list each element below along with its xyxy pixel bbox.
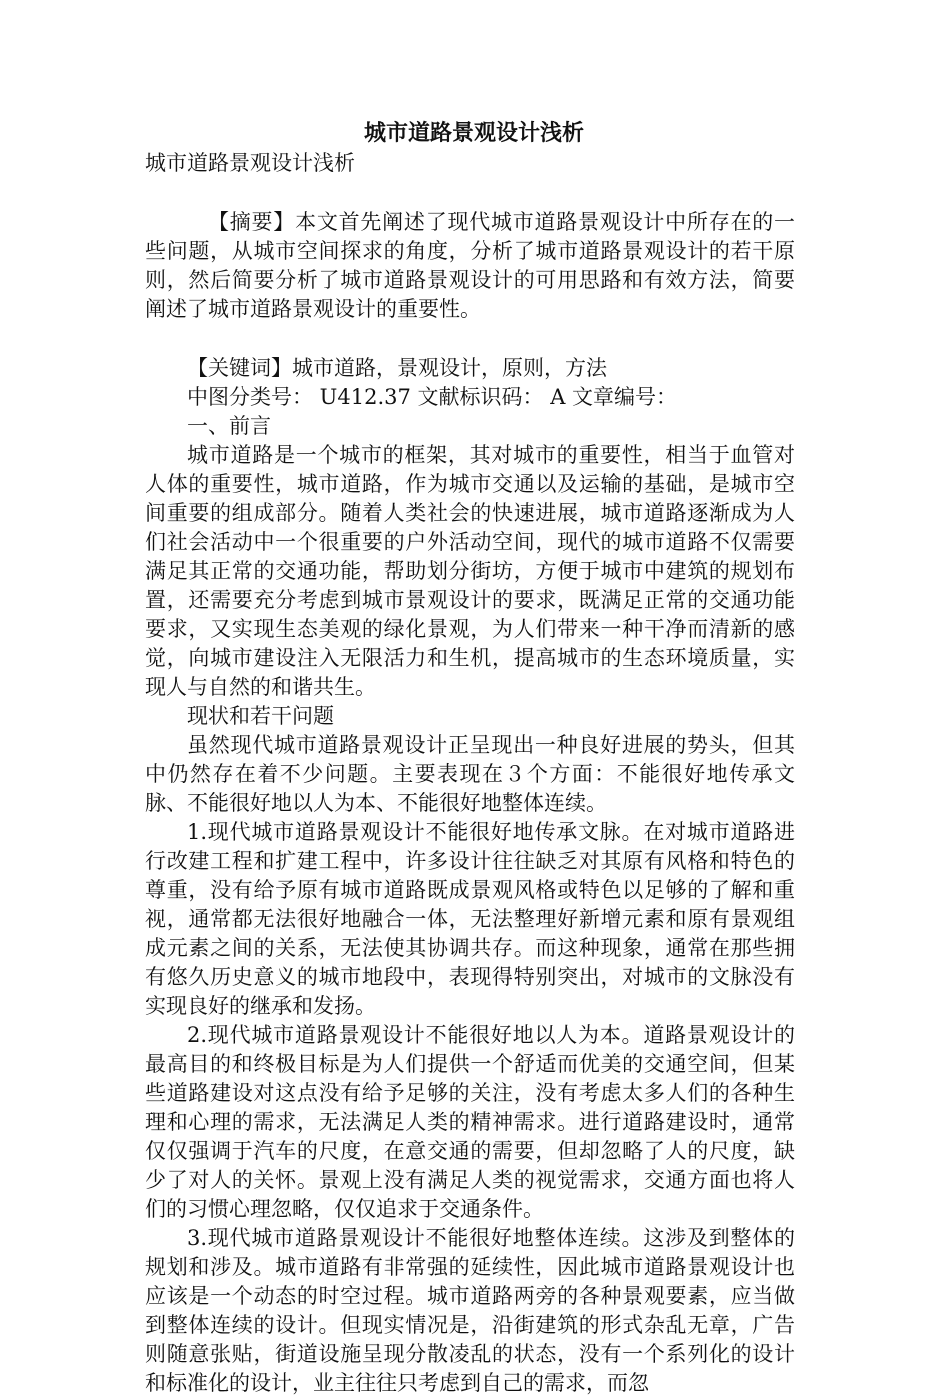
- classification-line: 中图分类号： U412.37 文献标识码： A 文章编号：: [187, 385, 678, 409]
- section-heading-status: 现状和若干问题: [187, 704, 334, 728]
- body-paragraph-status: 虽然现代城市道路景观设计正呈现出一种良好进展的势头，但其中仍然存在着不少问题。主要表现在３个方面：不能很好地传承文脉、不能很好地以人为本、不能很好地整体连续。: [145, 733, 795, 815]
- document-page: [145, 118, 795, 1398]
- document-subtitle: 城市道路景观设计浅析: [145, 151, 355, 175]
- section-heading-intro: 一、前言: [187, 414, 271, 438]
- body-paragraph-point-3: 3.现代城市道路景观设计不能很好地整体连续。这涉及到整体的规划和涉及。城市道路有非常强的延续性，因此城市道路景观设计也应该是一个动态的时空过程。城市道路两旁的各种景观要素，应当做到整体连续的设计。但现实情况是，沿街建筑的形式杂乱无章，广告则随意张贴，街道设施呈现分散凌乱的状态，没有一个系列化的设计和标准化的设计，业主往往只考虑到自己的需求，而忽: [145, 1226, 795, 1395]
- body-paragraph-point-1: 1.现代城市道路景观设计不能很好地传承文脉。在对城市道路进行改建工程和扩建工程中，许多设计往往缺乏对其原有风格和特色的尊重，没有给予原有城市道路既成景观风格或特色以足够的了解和重视，通常都无法很好地融合一体，无法整理好新增元素和原有景观组成元素之间的关系，无法使其协调共存。而这种现象，通常在那些拥有悠久历史意义的城市地段中，表现得特别突出，对城市的文脉没有实现良好的继承和发扬。: [145, 820, 795, 1018]
- keywords-line: 【关键词】城市道路，景观设计，原则，方法: [187, 356, 607, 380]
- document-title: 城市道路景观设计浅析: [363, 120, 584, 146]
- body-paragraph-point-2: 2.现代城市道路景观设计不能很好地以人为本。道路景观设计的最高目的和终极目标是为人们提供一个舒适而优美的交通空间，但某些道路建设对这点没有给予足够的关注，没有考虑太多人们的各种生理和心理的需求，无法满足人类的精神需求。进行道路建设时，通常仅仅强调于汽车的尺度，在意交通的需要，但却忽略了人的尺度，缺少了对人的关怀。景观上没有满足人类的视觉需求，交通方面也将人们的习惯心理忽略，仅仅追求于交通条件。: [145, 1023, 795, 1221]
- abstract-paragraph: 【摘要】本文首先阐述了现代城市道路景观设计中所存在的一些问题，从城市空间探求的角度，分析了城市道路景观设计的若干原则，然后简要分析了城市道路景观设计的可用思路和有效方法，简要阐述了城市道路景观设计的重要性。: [145, 210, 795, 321]
- body-paragraph-intro: 城市道路是一个城市的框架，其对城市的重要性，相当于血管对人体的重要性，城市道路，作为城市交通以及运输的基础，是城市空间重要的组成部分。随着人类社会的快速进展，城市道路逐渐成为人们社会活动中一个很重要的户外活动空间，现代的城市道路不仅需要满足其正常的交通功能，帮助划分街坊，方便于城市中建筑的规划布置，还需要充分考虑到城市景观设计的要求，既满足正常的交通功能要求，又实现生态美观的绿化景观，为人们带来一种干净而清新的感觉，向城市建设注入无限活力和生机，提高城市的生态环境质量，实现人与自然的和谐共生。: [145, 443, 795, 699]
